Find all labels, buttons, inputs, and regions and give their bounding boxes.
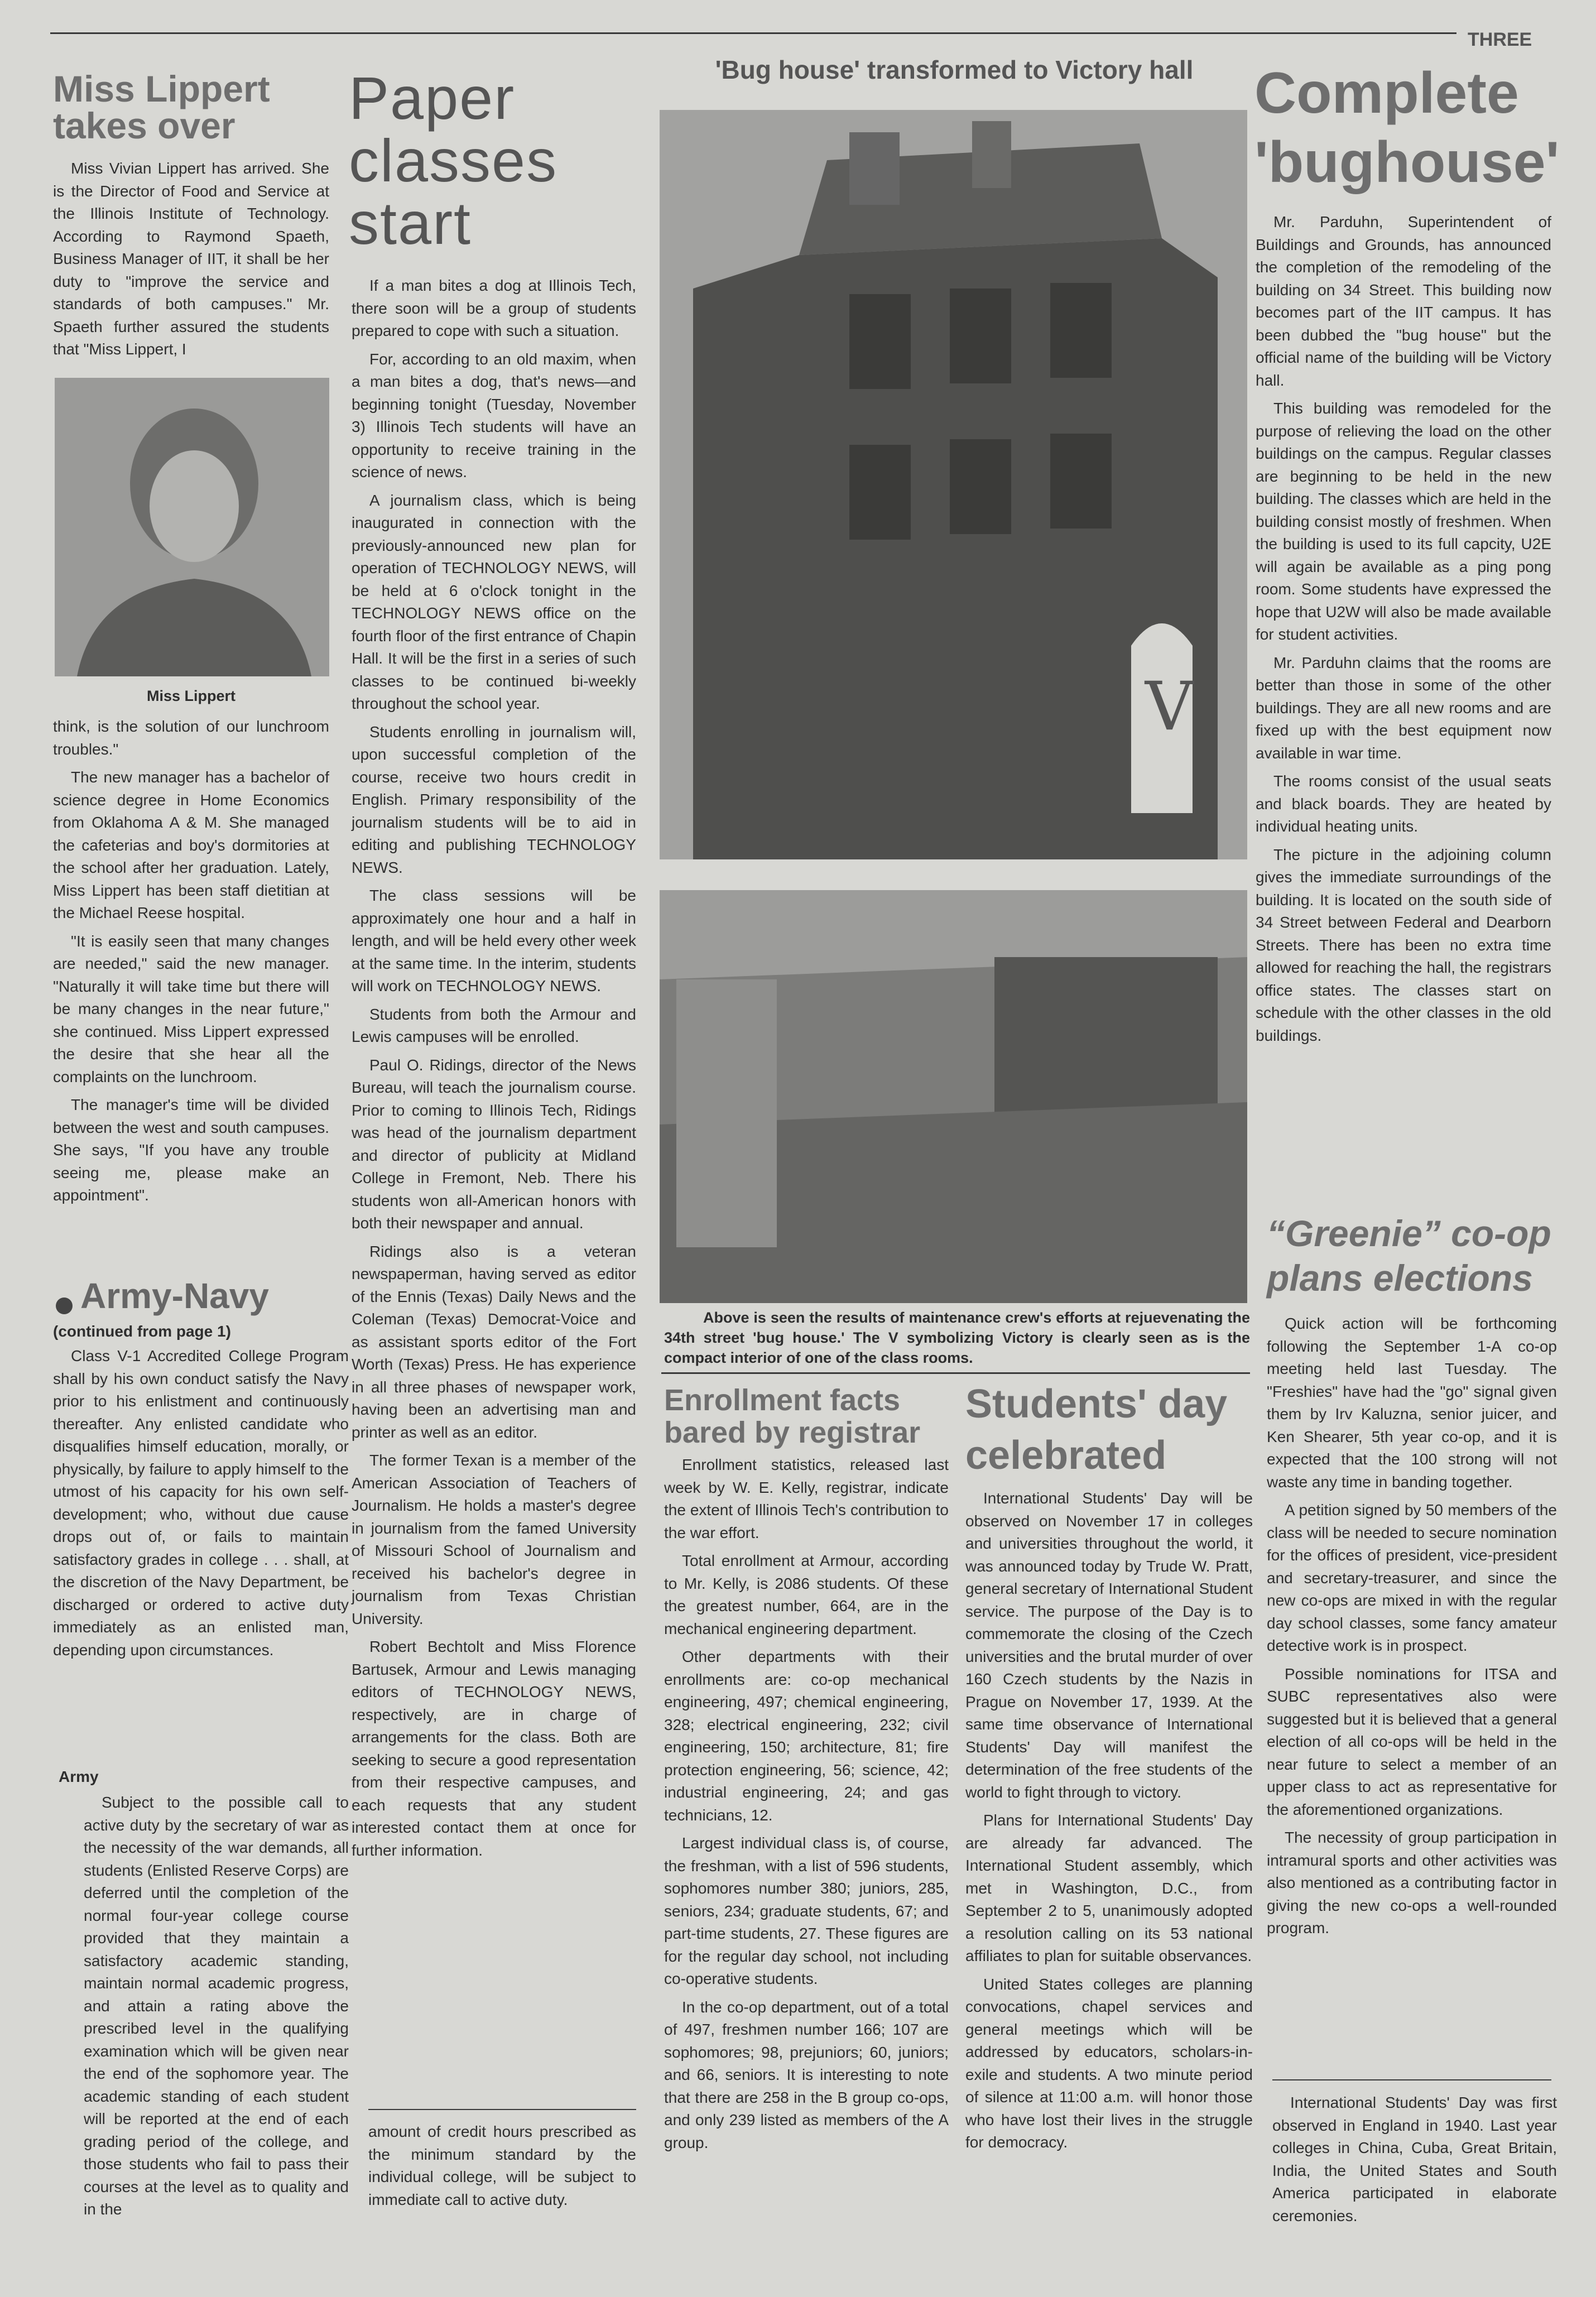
paragraph: International Students' Day will be observed on November 17 in colleges and universities throughout the world, it was announced today by Trude W. Pratt, general secretary of International Student service. The purpose of the Day is to commemorate the closing of the Czech universities and the brutal murder of over 160 Czech students by the Nazis in Prague on November 17, 1939. At the same time observance of International Students' Day will manifest the determination of the free students of the world to fight through to victory. [965,1489,1253,1801]
paragraph: Paul O. Ridings, director of the News Bureau, will teach the journalism course. Prior to coming to Illinois Tech, Ridings was head of the journalism department and director of publicity at Midland College in Fremont, Neb. There his students won all-American honors with both their newspaper and annual. [352,1056,636,1232]
paragraph: The rooms consist of the usual seats and black boards. They are heated by individual heating units. [1256,772,1551,835]
paragraph: In the co-op department, out of a total of 497, freshmen number 166; 107 are sophomores; 98, prejuniors; 60, juniors; and 66, seniors. It is interesting to note that there are 258 in the B group co-ops, and only 239 listed as members of the A group. [664,1998,949,2151]
paragraph: Students from both the Armour and Lewis campuses will be enrolled. [352,1005,636,1045]
lippert-body-top [53,157,329,367]
paragraph: amount of credit hours prescribed as the minimum standard by the individual college, will be subject to immediate call to active duty. [368,2123,636,2208]
paragraph: The former Texan is a member of the American Association of Teachers of Journalism. He holds a master's degree in journalism from the famed University of Missouri School of Journalism and received his bachelor's degree in journalism from Texas Christian University. [352,1452,636,1627]
enrollment-headline: Enrollment facts bared by registrar [664,1383,921,1449]
paragraph: Possible nominations for ITSA and SUBC representatives also were suggested but it is believed that a general election of all co-ops will be held in the near future to select a member of an upper class to act as representative for the aforementioned organizations. [1267,1665,1557,1818]
complete-bughouse-body [1256,211,1551,1053]
students-day-footnote [1272,2092,1557,2233]
greenie-body [1267,1313,1557,1945]
paragraph: The picture in the adjoining column gives the immediate surroundings of the building. It is located on the south side of 34 Street between Federal and Dearborn Streets. There has been no extra time allowed for reaching the hall, the registrars office states. The classes start on schedule with the other classes in the old buildings. [1256,845,1551,1044]
footnote-rule [1272,2079,1551,2080]
portrait-image [55,378,329,676]
paragraph: The necessity of group participation in intramural sports and other activities was also mentioned as a contributing factor in giving the new co-ops a well-rounded program. [1267,1829,1557,1936]
paragraph: Ridings also is a veteran newspaperman, having served as editor of the Ennis (Texas) Daily News and the Coleman (Texas) Democrat-Voice and as assistant sports editor of the Fort Worth (Texas) Press. He has experience in all three phases of newspaper work, having been an advertising man and printer as well as an editor. [352,1242,636,1441]
paragraph: The class sessions will be approximately one hour and a half in length, and will be held every other week at the same time. In the interim, students will work on TECHNOLOGY NEWS. [352,887,636,994]
paragraph: think, is the solution of our lunchroom troubles." [53,718,329,758]
paragraph: The new manager has a bachelor of science degree in Home Economics from Oklahoma A & M. She managed the cafeterias and boy's dormitories at the school after her graduation. Lately, Miss Lippert has been staff dietitian at the Michael Reese hospital. [53,768,329,921]
army-navy-headline: Army-Navy [80,1276,269,1316]
victory-hall-exterior-photo [660,110,1247,859]
paragraph: A petition signed by 50 members of the class will be needed to secure nomination for the offices of president, vice-president and secretary-treasurer, and since the new co-ops are mixed in with the regular day school classes, some fancy amateur detective work is in prospect. [1267,1501,1557,1654]
page-number: THREE [1468,29,1532,50]
paragraph: Mr. Parduhn, Superintendent of Buildings and Grounds, has announced the completion of the remodeling of the building on 34 Street. This building now becomes part of the IIT campus. It has been dubbed the "bug house" but the official name of the building will be Victory hall. [1256,213,1551,389]
paragraph: The manager's time will be divided between the west and south campuses. She says, "If you have any trouble seeing me, please make an appointment". [53,1096,329,1204]
complete-bughouse-headline: Complete 'bughouse' [1254,61,1560,195]
army-subhead: Army [59,1768,99,1785]
paragraph: "It is easily seen that many changes are needed," said the new manager. "Naturally it will take time but there will be many changes in the near future," she continued. Miss Lippert expressed the desire that she hear all the complaints on the lunchroom. [53,932,329,1085]
bullet-icon [56,1298,73,1314]
paragraph: If a man bites a dog at Illinois Tech, there soon will be a group of students prepared to cope with such a situation. [352,277,636,339]
paragraph: Students enrolling in journalism will, upon successful completion of the course, receive two hours credit in English. Primary responsibility of the journalism students will be to aid in editing and publishing TECHNOLOGY NEWS. [352,723,636,876]
paragraph: Mr. Parduhn claims that the rooms are better than those in some of the other buildings. They are all new rooms and are fixed up with the best equipment now available in war time. [1256,653,1551,762]
photo-caption: Above is seen the results of maintenance crew's efforts at rejuevenating the 34th street 'bug house.' The V symbolizing Victory is clearly seen as is the compact interior of one of the class rooms. [664,1309,1250,1366]
lippert-photo-caption: Miss Lippert [146,688,236,704]
bug-house-headline: 'Bug house' transformed to Victory hall [715,55,1194,84]
paragraph: Class V-1 Accredited College Program shall by his own conduct satisfy the Navy prior to his enlistment and continuously thereafter. Any enlisted candidate who disqualifies himself education, morally, or physically, by failure to apply himself to the utmost of his capacity for his own self-development; who, without due cause drops out of, or fails to maintain satisfactory grades in college . . . shall, at the discretion of the Navy Department, be discharged or ordered to active duty immediately as an enlisted man, depending upon circumstances. [53,1347,349,1659]
paper-classes-headline: Paper classes start [349,64,558,257]
paragraph: Total enrollment at Armour, according to Mr. Kelly, is 2086 students. Of these the greatest number, 664, are in the mechanical engineering department. [664,1552,949,1637]
paragraph: Enrollment statistics, released last week by W. E. Kelly, registrar, indicate the extent of Illinois Tech's contribution to the war effort. [664,1456,949,1541]
greenie-headline: “Greenie” co-op plans elections [1267,1213,1551,1299]
students-day-body [965,1487,1253,2160]
classroom-interior-image [660,890,1247,1303]
paragraph: Quick action will be forthcoming following the September 1-A co-op meeting held last Tuesday. The "Freshies" have had the "go" signal given them by Irv Kaluzna, senior juicer, and Ken Shearer, 5th year co-op, and it is expected that the 100 strong will not waste any time in banding together. [1267,1315,1557,1491]
lippert-portrait-photo [55,378,329,676]
students-day-headline: Students' day celebrated [965,1382,1228,1478]
paragraph: For, according to an old maxim, when a man bites a dog, that's news—and beginning tonight (Tuesday, November 3) Illinois Tech students will have an opportunity to receive training in the science of news. [352,350,636,480]
section-rule [661,1372,1250,1374]
classroom-interior-photo [660,890,1247,1303]
army-navy-body [53,1345,349,1667]
paragraph: United States colleges are planning convocations, chapel services and general meetings which will be addressed by educators, scholars-in-exile and students. A two minute period of silence at 11:00 a.m. will honor those who have lost their lives in the struggle for democracy. [965,1975,1253,2151]
paragraph: International Students' Day was first observed in England in 1940. Last year colleges in China, Cuba, Great Britain, India, the United States and South America participated in elaborate ceremonies. [1272,2094,1557,2224]
continued-from-label: (continued from page 1) [53,1323,231,1340]
paragraph: Robert Bechtolt and Miss Florence Bartusek, Armour and Lewis managing editors of TECHNOLOGY NEWS, respectively, are in charge of arrangements for the class. Both are seeking to secure a good representation from their respective campuses, and each requests that any student interested contact them at once for further information. [352,1638,636,1859]
paragraph: Miss Vivian Lippert has arrived. She is the Director of Food and Service at the Illinois Institute of Technology. According to Raymond Spaeth, Business Manager of IIT, it shall be her duty to "improve the service and standards of both campuses." Mr. Spaeth further assured the students that "Miss Lippert, I [53,160,329,358]
building-exterior-image [660,110,1247,859]
army-body [84,1791,349,2227]
column-rule [368,2109,636,2110]
paragraph: This building was remodeled for the purpose of relieving the load on the other buildings on the campus. Regular classes are beginning to be held in the new building. The classes which are held in the building consist mostly of freshmen. When the building is used to its full capcity, U2E will again be available as a ping pong room. Some students have expressed the hope that U2W will also be made available for student activities. [1256,400,1551,643]
victory-v-sign: V [1145,668,1194,746]
lippert-body-bottom [53,715,329,1213]
top-rule [50,32,1456,34]
army-navy-header [56,1278,335,1314]
paragraph: A journalism class, which is being inaugurated in connection with the previously-announced new plan for operation of TECHNOLOGY NEWS, will be held at 6 o'clock tonight in the TECHNOLOGY NEWS office on the fourth floor of the first entrance of Chapin Hall. It will be the first in a series of such classes to be continued bi-weekly throughout the school year. [352,491,636,712]
enrollment-body [664,1454,949,2160]
lippert-headline: Miss Lippert takes over [53,68,270,146]
paper-classes-body [352,275,636,1867]
paragraph: Other departments with their enrollments are: co-op mechanical engineering, 497; chemical engineering, 328; electrical engineering, 232; civil engineering, 150; architecture, 81; fire protection engineering, 56; science, 42; industrial engineering, 24; and gas technicians, 12. [664,1648,949,1824]
paragraph: Subject to the possible call to active duty by the secretary of war as the necessity of the war demands, all students (Enlisted Reserve Corps) are deferred until the completion of the normal four-year college course provided that they maintain a satisfactory academic standing, maintain normal academic progress, and attain a rating above the prescribed level in the qualifying examination which will be given near the end of the sophomore year. The academic standing of each student will be reported at the end of each grading period of the college, and those students who fail to pass their courses at the level as to quality and in the [84,1794,349,2218]
paragraph: Plans for International Students' Day are already far advanced. The International Student assembly, which met in Washington, D.C., from September 2 to 5, unanimously adopted a resolution calling on its 53 national affiliates to plan for suitable observances. [965,1811,1253,1964]
paragraph: Largest individual class is, of course, the freshman, with a list of 596 students, sophomores number 380; juniors, 285, seniors, 234; graduate students, 67; and part-time students, 27. These figures are for the regular day school, not including co-operative students. [664,1834,949,1987]
army-continuation [368,2121,636,2217]
